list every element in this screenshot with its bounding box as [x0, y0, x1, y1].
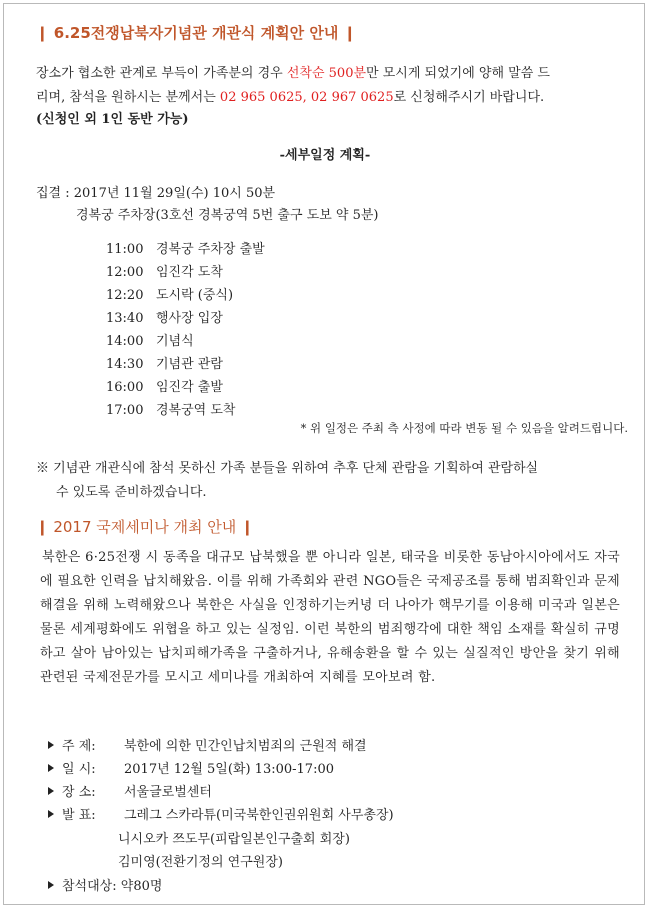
schedule-event: 기념식: [156, 334, 194, 349]
seminar-detail-row: [48, 781, 212, 800]
schedule-event: 임진각 출발: [156, 380, 223, 395]
schedule-time: 14:30: [106, 357, 144, 372]
speaker-3: 김미영(전환기정의 연구원장): [118, 855, 283, 870]
detail-value: 북한에 의한 민간인납치범죄의 근원적 해결: [124, 739, 367, 754]
detail-value: 그레그 스카라튜(미국북한인권위원회 사무총장): [124, 808, 394, 823]
schedule-row: [106, 353, 223, 372]
schedule-subtitle: -세부일정 계획-: [279, 148, 371, 163]
schedule-time: 14:00: [106, 334, 144, 349]
detail-value: 서울글로벌센터: [124, 785, 212, 800]
capacity-highlight: 선착순 500분: [286, 66, 367, 81]
seminar-detail-row: [48, 758, 334, 777]
bullet-triangle-icon: [48, 741, 54, 749]
bullet-triangle-icon: [48, 787, 54, 795]
schedule-event: 임진각 도착: [156, 265, 223, 280]
bullet-triangle-icon: [48, 881, 54, 889]
schedule-row: [106, 238, 265, 257]
gather-place: 경복궁 주차장(3호선 경복궁역 5번 출구 도보 약 5분): [76, 208, 379, 223]
bullet-triangle-icon: [48, 810, 54, 818]
footnote-line-1: ※ 기념관 개관식에 참석 못하신 가족 분들을 위하여 추후 단체 관람을 기획하여 관람하실: [36, 461, 539, 476]
schedule-time: 12:20: [106, 288, 144, 303]
detail-key: 주 제:: [62, 739, 96, 754]
section2-title: ❙ 2017 국제세미나 개최 안내 ❙: [36, 518, 254, 536]
schedule-time: 13:40: [106, 311, 144, 326]
schedule-row: [106, 399, 235, 418]
schedule-note: * 위 일정은 주최 측 사정에 따라 변동 될 수 있음을 알려드립니다.: [300, 421, 628, 435]
phone-highlight: 02 965 0625, 02 967 0625: [219, 90, 394, 105]
schedule-row: [106, 261, 223, 280]
section1-title: ❙ 6.25전쟁납북자기념관 개관식 계획안 안내 ❙: [36, 24, 357, 42]
intro-line-3: (신청인 외 1인 동반 가능): [36, 112, 189, 127]
intro-line-2: 리며, 참석을 원하시는 분께서는 02 965 0625, 02 967 0625로 신청해주시기 바랍니다.: [36, 90, 545, 105]
seminar-detail-row: [48, 804, 394, 823]
intro-line-1: 장소가 협소한 관계로 부득이 가족분의 경우 선착순 500분만 모시게 되었기에 양해 말씀 드: [36, 66, 550, 81]
schedule-event: 경복궁 주차장 출발: [156, 242, 265, 257]
gather-line: 집결 : 2017년 11월 29일(수) 10시 50분: [36, 186, 276, 201]
attendees-line: 참석대상: 약80명: [48, 875, 162, 894]
schedule-row: [106, 376, 223, 395]
schedule-time: 17:00: [106, 403, 144, 418]
schedule-event: 경복궁역 도착: [156, 403, 236, 418]
footnote-line-2: 수 있도록 준비하겠습니다.: [56, 485, 207, 500]
schedule-time: 16:00: [106, 380, 144, 395]
detail-key: 일 시:: [62, 762, 96, 777]
detail-key: 발 표:: [62, 808, 96, 823]
bullet-triangle-icon: [48, 764, 54, 772]
schedule-event: 도시락 (중식): [156, 288, 234, 303]
schedule-time: 12:00: [106, 265, 144, 280]
schedule-time: 11:00: [106, 242, 144, 257]
schedule-event: 행사장 입장: [156, 311, 223, 326]
schedule-row: [106, 330, 194, 349]
speaker-2: 니시오카 쯔도무(피랍일본인구출회 회장): [118, 832, 350, 847]
seminar-description: 북한은 6·25전쟁 시 동족을 대규모 납북했을 뿐 아니라 일본, 태국을 비롯한 동남아시아에서도 자국에 필요한 인력을 납치해왔음. 이를 위해 가족회와 관련 NGO들은 국제공조를 통해 범죄확인과 문제해결을 위해 노력해왔으나 북한은 사실을 인정하기는커녕 더 나아가 핵무기를 이용해 미국과 일본은 물론 세계평화에도 위협을 하고 있는 실정임. 이런 북한의 범죄행각에 대한 책임 소재를 확실히 규명하고 살아 남아있는 납치피해가족을 구출하거나, 유해송환을 할 수 있는 실질적인 방안을 찾기 위해 관련된 국제전문가를 모시고 세미나를 개최하여 지혜를 모아보려 함.: [40, 550, 620, 685]
seminar-detail-row: [48, 735, 367, 754]
schedule-row: [106, 307, 223, 326]
detail-key: 장 소:: [62, 785, 96, 800]
schedule-event: 기념관 관람: [156, 357, 223, 372]
detail-value: 2017년 12월 5일(화) 13:00-17:00: [124, 762, 334, 777]
schedule-row: [106, 284, 233, 303]
